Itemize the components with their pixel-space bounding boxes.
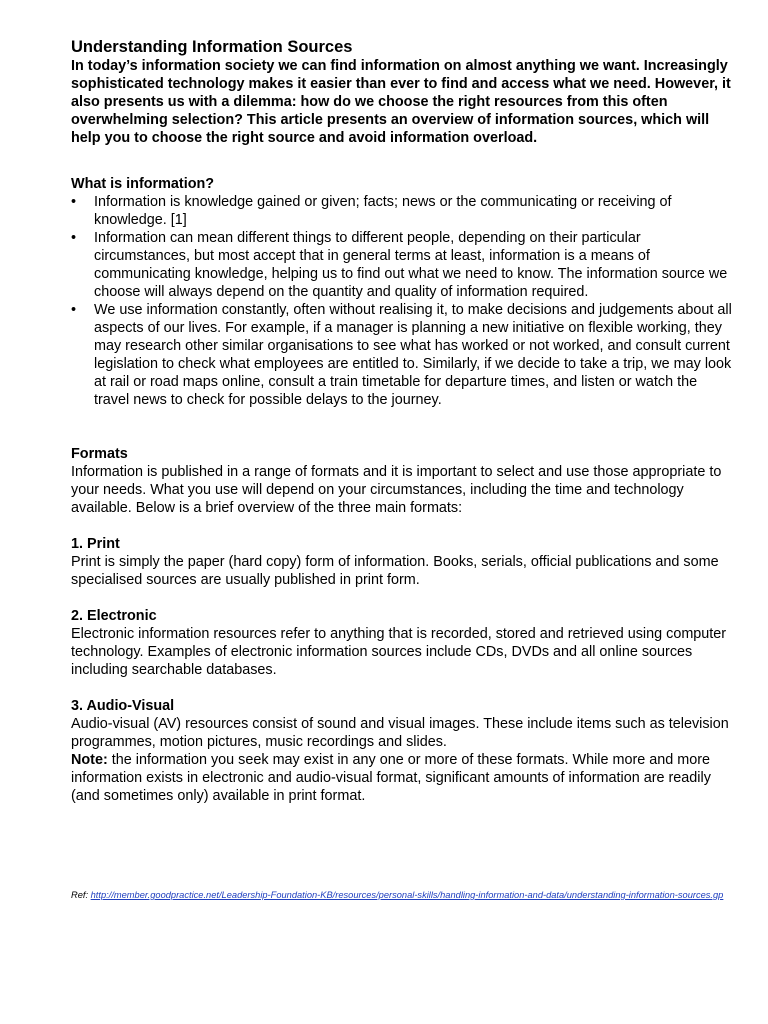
bullet-text: Information can mean different things to different people, depending on their particular circumstances, but most accept that in general terms at least, information is a means of communicating knowledge, helping us to find out what we need to know. The information source we choose will always depend on the quantity and quality of information required. xyxy=(94,230,728,300)
bullet-icon: • xyxy=(71,302,77,318)
note-label: Note: xyxy=(71,752,108,768)
section-heading-what-is-information: What is information? xyxy=(71,176,215,192)
format-text-electronic: Electronic information resources refer to anything that is recorded, stored and retrieved using computer technology. Examples of electronic information sources include CDs, DVDs and all online sources including searchable databases. xyxy=(71,626,727,678)
reference-link[interactable]: http://member.goodpractice.net/Leadership-Foundation-KB/resources/personal-skills/handling-information-and-data/understanding-information-sources.gp xyxy=(90,890,724,900)
format-electronic xyxy=(71,607,735,679)
formats-intro: Information is published in a range of formats and it is important to select and use those appropriate to your needs. What you use will depend on your circumstances, including the time and technology available. Below is a brief overview of the three main formats: xyxy=(71,464,722,516)
format-text-print: Print is simply the paper (hard copy) form of information. Books, serials, official publications and some specialised sources are usually published in print form. xyxy=(71,554,719,588)
document-title: Understanding Information Sources xyxy=(71,38,353,56)
intro-paragraph: In today’s information society we can find information on almost anything we want. Increasingly sophisticated technology makes it easier than ever to find and access what we need. However, it also presents us with a dilemma: how do we choose the right resources from this often overwhelming selection? This article presents an overview of information sources, which will help you to choose the right source and avoid information overload. xyxy=(71,58,731,146)
reference-label: Ref: xyxy=(71,890,91,900)
list-item xyxy=(71,193,735,229)
bullet-icon: • xyxy=(71,230,77,246)
section-heading-formats: Formats xyxy=(71,446,128,462)
format-heading-electronic: 2. Electronic xyxy=(71,608,157,624)
list-item xyxy=(71,229,735,301)
section-formats xyxy=(71,445,735,805)
format-audio-visual xyxy=(71,697,735,805)
bullet-icon: • xyxy=(71,194,77,210)
format-heading-print: 1. Print xyxy=(71,536,120,552)
reference-footnote xyxy=(71,889,723,901)
section-what-is-information xyxy=(71,175,735,409)
information-bullet-list xyxy=(71,193,735,409)
list-item xyxy=(71,301,735,409)
note-paragraph xyxy=(71,751,735,805)
note-text: the information you seek may exist in any one or more of these formats. While more and more information exists in electronic and audio-visual format, significant amounts of information are readily (and sometimes only) available in print format. xyxy=(71,752,711,804)
format-print xyxy=(71,535,735,589)
document-body xyxy=(71,37,735,805)
format-text-audio-visual: Audio-visual (AV) resources consist of sound and visual images. These include items such as television programmes, motion pictures, music recordings and slides. xyxy=(71,716,729,750)
format-heading-audio-visual: 3. Audio-Visual xyxy=(71,698,175,714)
bullet-text: We use information constantly, often without realising it, to make decisions and judgements about all aspects of our lives. For example, if a manager is planning a new initiative on flexible working, they may research other similar organisations to see what has worked or not worked, and consult current legislation to check what employees are entitled to. Similarly, if we decide to take a trip, we may look at rail or road maps online, consult a train timetable for departure times, and listen or watch the travel news to check for possible delays to the journey. xyxy=(94,302,732,408)
bullet-text: Information is knowledge gained or given; facts; news or the communicating or receiving of knowledge. [1] xyxy=(94,194,672,228)
